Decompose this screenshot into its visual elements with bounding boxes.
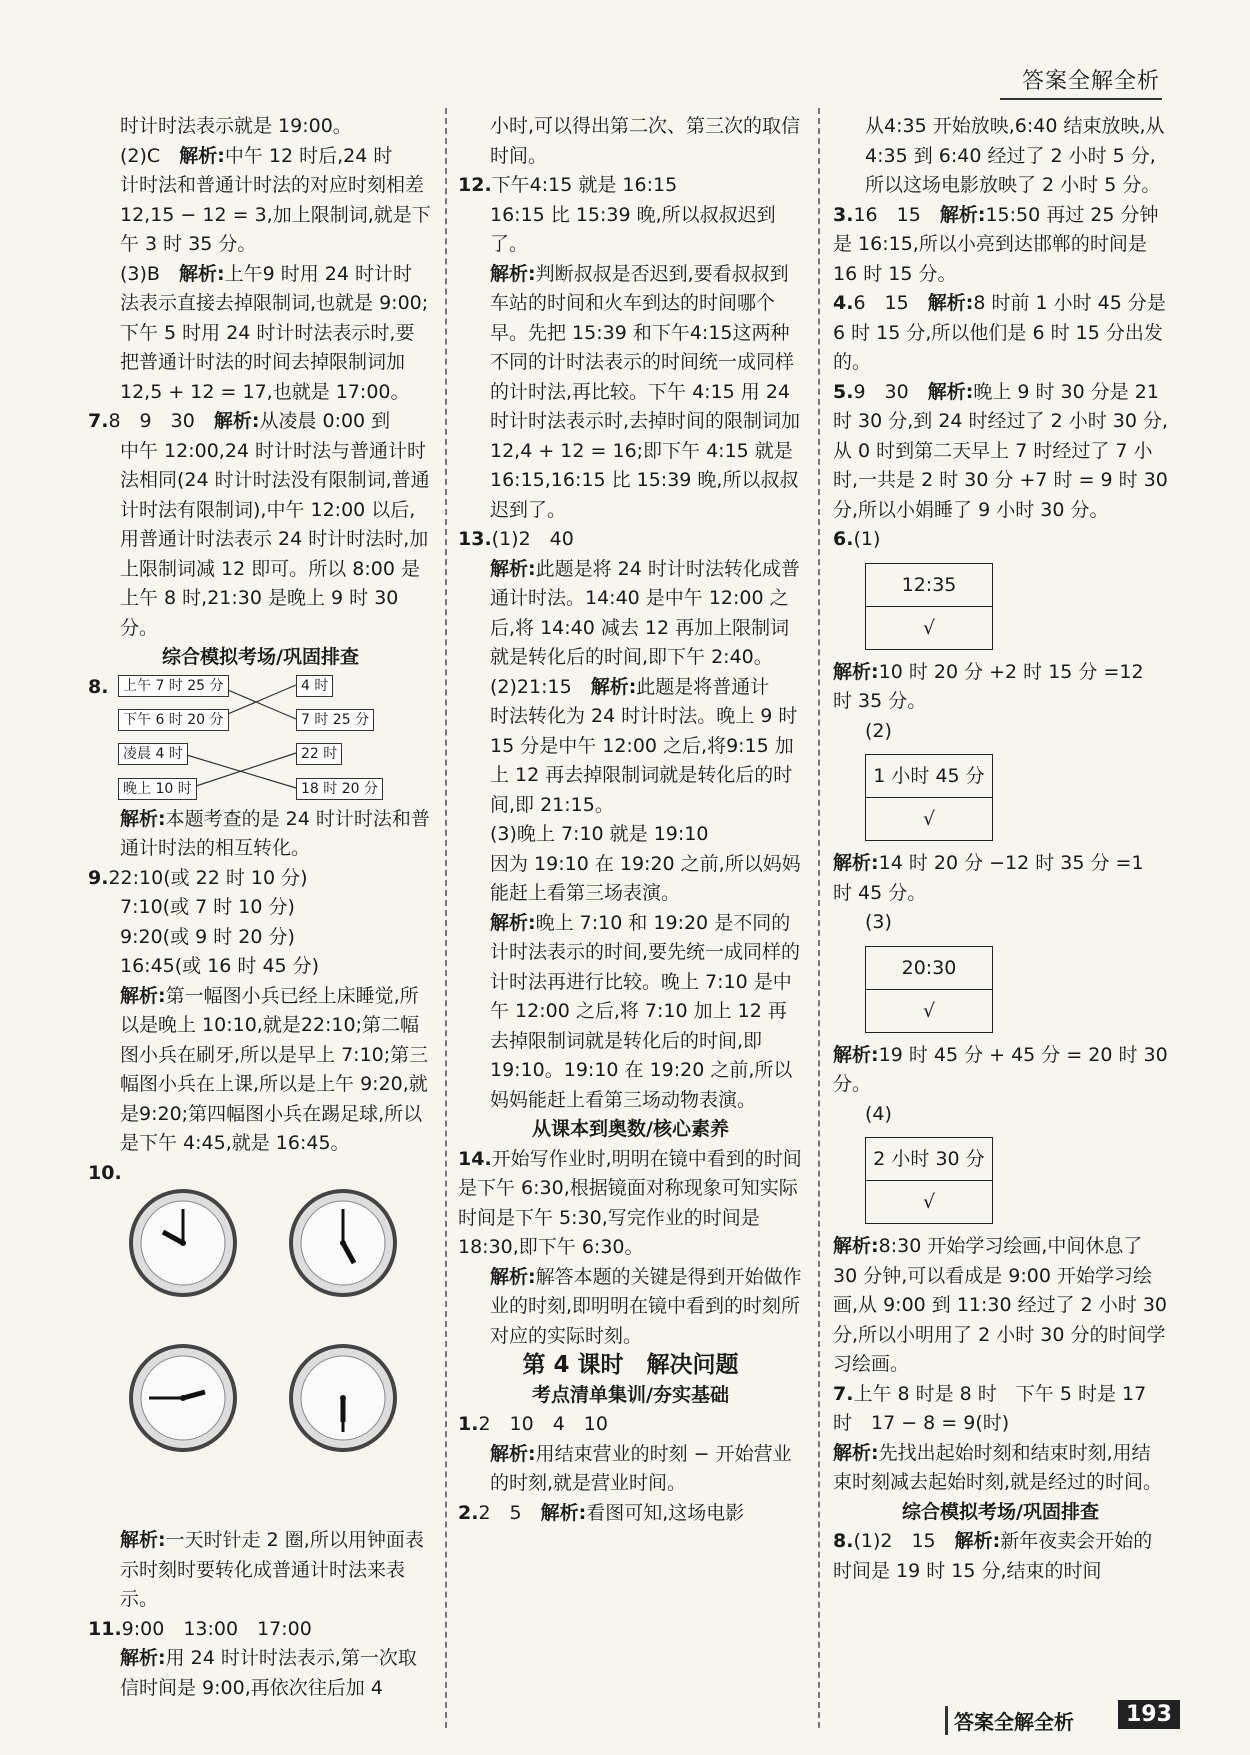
jiexi-label: 解析: bbox=[120, 1529, 166, 1551]
answer-box-value: 1 小时 45 分 bbox=[873, 765, 985, 787]
explanation: 时法转化为 24 时计时法。晚上 9 时 15 分是中午 12:00 之后,将9:15 加上 12 再去掉限制词就是转化后的时间,即 21:15。 bbox=[490, 705, 798, 816]
column-divider bbox=[818, 108, 820, 1728]
s4 bbox=[833, 289, 1168, 378]
s3 bbox=[833, 201, 1168, 290]
match-right-item: 7 时 25 分 bbox=[296, 709, 374, 731]
question-number: 8. bbox=[88, 675, 109, 698]
answer: 下午4:15 就是 16:15 bbox=[491, 174, 678, 196]
s6-4-explanation bbox=[833, 1232, 1168, 1380]
clock-icon bbox=[291, 1191, 395, 1295]
clock-icon bbox=[131, 1346, 235, 1450]
header-rule bbox=[1000, 98, 1162, 100]
jiexi-label: 解析: bbox=[833, 1441, 879, 1464]
jiexi-label: 解析: bbox=[490, 1442, 536, 1465]
explanation: 15:50 再过 25 分钟是 16:15,所以小亮到达邯郸的时间是 16 时 15 分。 bbox=[833, 203, 1159, 285]
q14 bbox=[458, 1145, 803, 1263]
answer-box-value: 12:35 bbox=[901, 573, 957, 596]
explanation: 一天时针走 2 圈,所以用钟面表示时刻时要转化成普通计时法来表示。 bbox=[120, 1529, 424, 1610]
answer: 开始写作业时,明明在镜中看到的时间是下午 6:30,根据镜面对称现象可知实际时间是下午 5:30,写完作业的时间是 18:30,即下午 6:30。 bbox=[458, 1147, 802, 1258]
s6-3-explanation bbox=[833, 1041, 1168, 1100]
s1-explanation bbox=[458, 1440, 803, 1499]
question-number: 11. bbox=[88, 1617, 122, 1640]
jiexi-label: 解析: bbox=[927, 380, 974, 403]
text-line: 时计时法表示就是 19:00。 bbox=[120, 115, 352, 137]
question-number: 12. bbox=[458, 174, 492, 196]
column-2 bbox=[458, 112, 803, 1528]
match-right-item: 4 时 bbox=[296, 675, 333, 697]
explanation: 8 时前 1 小时 45 分是 6 时 15 分,所以他们是 6 时 15 分出发的。 bbox=[833, 292, 1166, 373]
s7 bbox=[833, 1380, 1168, 1439]
explanation: 计时法和普通计时法的对应时刻相差 12,15 − 12 = 3,加上限制词,就是下午 3 时 35 分。 bbox=[120, 174, 431, 255]
check-mark: √ bbox=[866, 606, 992, 649]
jiexi-label: 解析: bbox=[833, 1043, 879, 1066]
explanation: 第一幅图小兵已经上床睡觉,所以是晚上 10:10,就是22:10;第二幅图小兵在刷牙,所以是早上 7:10;第三幅图小兵在上课,所以是上午 9:20,就是9:20;第四幅图小兵在踢足球,所以是下午 4:45,就是 16:45。 bbox=[120, 984, 429, 1154]
question-number: 9. bbox=[88, 866, 109, 889]
answer: 9:00 13:00 17:00 bbox=[121, 1617, 312, 1640]
answer-box bbox=[865, 946, 993, 1033]
q12-explanation bbox=[458, 260, 803, 526]
match-right-item: 22 时 bbox=[296, 743, 342, 765]
jiexi-label: 解析: bbox=[490, 262, 536, 285]
answer: (3)晚上 7:10 就是 19:10 bbox=[490, 823, 709, 845]
match-right-item: 18 时 20 分 bbox=[296, 778, 383, 800]
q6-2 bbox=[88, 142, 433, 172]
s5 bbox=[833, 378, 1168, 526]
question-number: 13. bbox=[458, 528, 492, 550]
q11-explanation bbox=[88, 1644, 433, 1703]
answer: (2)C bbox=[120, 144, 161, 167]
q13-3-explanation bbox=[458, 909, 803, 1116]
text-line: 小时,可以得出第二次、第三次的取信时间。 bbox=[490, 115, 801, 167]
match-left-item: 下午 6 时 20 分 bbox=[118, 709, 229, 731]
answer: 9 30 bbox=[853, 380, 909, 403]
q6-3 bbox=[88, 260, 433, 290]
jiexi-label: 解析: bbox=[833, 852, 879, 874]
explanation: 晚上 7:10 和 19:20 是不同的计时法表示的时间,要先统一成同样的计时法再进行比较。晚上 7:10 是中午 12:00 之后,将 7:10 加上 12 再去掉限制词就是转化后的时间,即 19:10。19:10 在 19:20 之前,所以妈妈能赶上看第三场动物表演。 bbox=[490, 911, 801, 1111]
section-title: 综合模拟考场/巩固排查 bbox=[902, 1500, 1099, 1523]
column-3 bbox=[833, 112, 1168, 1586]
jiexi-label: 解析: bbox=[590, 675, 637, 698]
match-left-item: 凌晨 4 时 bbox=[118, 743, 188, 765]
section-title: 考点清单集训/夯实基础 bbox=[532, 1383, 729, 1406]
answer: 22:10(或 22 时 10 分) bbox=[108, 866, 308, 889]
explanation: 19 时 45 分 + 45 分 = 20 时 30 分。 bbox=[833, 1043, 1168, 1095]
question-number: 1. bbox=[458, 1413, 479, 1435]
q13-1-explanation bbox=[458, 555, 803, 673]
page-number: 193 bbox=[1118, 1700, 1180, 1729]
explanation: 14 时 20 分 −12 时 35 分 =1 时 45 分。 bbox=[833, 852, 1144, 904]
answer: 2 10 4 10 bbox=[478, 1413, 608, 1435]
sub-label: (4) bbox=[865, 1102, 892, 1125]
q14-explanation bbox=[458, 1263, 803, 1352]
s6-1-explanation bbox=[833, 658, 1168, 717]
question-number: 10. bbox=[88, 1161, 122, 1184]
column-1 bbox=[88, 112, 433, 1703]
answer: (1)2 15 bbox=[853, 1530, 936, 1552]
question-number: 7. bbox=[88, 410, 109, 432]
match-left-item: 上午 7 时 25 分 bbox=[118, 675, 229, 697]
clock-grid bbox=[128, 1188, 433, 1526]
explanation: 用结束营业的时刻 − 开始营业的时刻,就是营业时间。 bbox=[490, 1442, 792, 1494]
q10-explanation bbox=[88, 1526, 433, 1615]
clock-icon bbox=[131, 1191, 235, 1295]
jiexi-label: 解析: bbox=[120, 1647, 166, 1669]
check-mark: √ bbox=[866, 797, 992, 840]
q11 bbox=[88, 1615, 433, 1645]
explanation: 看图可知,这场电影 bbox=[586, 1501, 745, 1524]
answer: 6 15 bbox=[853, 292, 909, 314]
column-divider bbox=[445, 108, 447, 1728]
explanation: 解答本题的关键是得到开始做作业的时刻,即明明在镜中看到的时刻所对应的实际时刻。 bbox=[490, 1265, 802, 1347]
jiexi-label: 解析: bbox=[927, 292, 974, 314]
jiexi-label: 解析: bbox=[490, 911, 536, 934]
lesson-title: 第 4 课时 解决问题 bbox=[522, 1352, 739, 1378]
footer-label: 答案全解全析 bbox=[945, 1706, 1074, 1735]
q10 bbox=[88, 1159, 433, 1189]
clock-icon bbox=[291, 1346, 395, 1450]
match-left-item: 晚上 10 时 bbox=[118, 778, 197, 800]
jiexi-label: 解析: bbox=[120, 984, 166, 1007]
s6 bbox=[833, 525, 1168, 555]
text-line: 从4:35 开始放映,6:40 结束放映,从4:35 到 6:40 经过了 2 小时 5 分,所以这场电影放映了 2 小时 5 分。 bbox=[865, 115, 1165, 196]
answer: (2)21:15 bbox=[490, 675, 572, 698]
explanation: 先找出起始时刻和结束时刻,用结束时刻减去起始时刻,就是经过的时间。 bbox=[833, 1441, 1163, 1493]
q9 bbox=[88, 864, 433, 894]
jiexi-label: 解析: bbox=[833, 1235, 879, 1257]
q12 bbox=[458, 171, 803, 201]
s2 bbox=[458, 1499, 803, 1529]
jiexi-label: 解析: bbox=[213, 410, 260, 432]
q7 bbox=[88, 407, 433, 437]
q8-explanation bbox=[88, 805, 433, 864]
jiexi-label: 解析: bbox=[178, 262, 225, 285]
answer: (3)B bbox=[120, 262, 160, 285]
explanation: 晚上 9 时 30 分是 21 时 30 分,到 24 时经过了 2 小时 30 分,从 0 时到第二天早上 7 时经过了 7 小时,一共是 2 时 30 分 +7 时 = 9 时 30 分,所以小娟睡了 9 小时 30 分。 bbox=[833, 380, 1169, 521]
answer: 2 5 bbox=[478, 1501, 522, 1524]
answer: 16 15 bbox=[853, 203, 921, 226]
explanation: 判断叔叔是否迟到,要看叔叔到车站的时间和火车到达的时间哪个早。先把 15:39 和下午4:15这两种不同的计时法表示的时间统一成同样的计时法,再比较。下午 4:15 用 24 时计时法表示时,去掉时间的限制词加 12,4 + 12 = 16;即下午 4:15 就是 16:15,16:15 比 15:39 晚,所以叔叔迟到了。 bbox=[490, 262, 801, 521]
explanation: 中午 12 时后,24 时 bbox=[224, 144, 393, 167]
check-mark: √ bbox=[866, 989, 992, 1032]
jiexi-label: 解析: bbox=[120, 807, 166, 830]
question-number: 14. bbox=[458, 1147, 492, 1170]
answer-box bbox=[865, 1137, 993, 1224]
sub-label: (2) bbox=[865, 719, 892, 742]
q9-explanation bbox=[88, 982, 433, 1159]
explanation: 新年夜卖会开始的时间是 19 时 15 分,结束的时间 bbox=[833, 1530, 1153, 1582]
s6-2-explanation bbox=[833, 849, 1168, 908]
sub-label: (1) bbox=[853, 528, 881, 550]
explanation: 本题考查的是 24 时计时法和普通计时法的相互转化。 bbox=[120, 807, 430, 859]
question-number: 2. bbox=[458, 1501, 479, 1524]
question-number: 8. bbox=[833, 1530, 854, 1552]
q13 bbox=[458, 525, 803, 555]
jiexi-label: 解析: bbox=[833, 660, 879, 683]
q13-2 bbox=[458, 673, 803, 703]
explanation: 用 24 时计时法表示,第一次取信时间是 9:00,再依次往后加 4 bbox=[120, 1647, 417, 1699]
matching-diagram bbox=[118, 673, 433, 805]
answer: 8 9 30 bbox=[108, 410, 195, 432]
section-title: 从课本到奥数/核心素养 bbox=[532, 1118, 729, 1140]
question-number: 6. bbox=[833, 528, 854, 550]
section-title: 综合模拟考场/巩固排查 bbox=[162, 646, 359, 668]
explanation: 上午9 时用 24 时计时 bbox=[224, 262, 412, 285]
jiexi-label: 解析: bbox=[939, 203, 986, 226]
answer-box bbox=[865, 754, 993, 841]
answer: 16:45(或 16 时 45 分) bbox=[120, 955, 320, 977]
s7-explanation bbox=[833, 1439, 1168, 1498]
answer: 7:10(或 7 时 10 分) bbox=[120, 896, 295, 918]
question-number: 4. bbox=[833, 292, 854, 314]
answer: (1)2 40 bbox=[491, 528, 574, 550]
header-title: 答案全解全析 bbox=[1021, 69, 1160, 94]
explanation: 中午 12:00,24 时计时法与普通计时法相同(24 时计时法没有限制词,普通计时法有限制词),中午 12:00 以后,用普通计时法表示 24 时计时法时,加上限制词减 12 即可。所以 8:00 是上午 8 时,21:30 是晚上 9 时 30 分。 bbox=[120, 439, 430, 639]
jiexi-label: 解析: bbox=[490, 1265, 536, 1288]
question-number: 5. bbox=[833, 380, 854, 403]
explanation: 从凌晨 0:00 到 bbox=[259, 410, 391, 432]
s8 bbox=[833, 1527, 1168, 1586]
answer-box-value: 20:30 bbox=[901, 956, 957, 979]
explanation: 此题是将 24 时计时法转化成普通计时法。14:40 是中午 12:00 之后,将 14:40 减去 12 再加上限制词就是转化后的时间,即下午 2:40。 bbox=[490, 557, 800, 668]
question-number: 7. bbox=[833, 1382, 854, 1405]
jiexi-label: 解析: bbox=[954, 1530, 1001, 1552]
clock-faces bbox=[128, 1188, 418, 1518]
answer: 16:15 比 15:39 晚,所以叔叔迟到了。 bbox=[490, 203, 776, 255]
explanation: 此题是将普通计 bbox=[636, 675, 770, 698]
q8 bbox=[88, 673, 433, 805]
answer-box bbox=[865, 563, 993, 650]
answer-box-value: 2 小时 30 分 bbox=[873, 1148, 985, 1170]
explanation: 10 时 20 分 +2 时 15 分 =12 时 35 分。 bbox=[833, 660, 1144, 712]
check-mark: √ bbox=[866, 1180, 992, 1223]
answer: 上午 8 时是 8 时 下午 5 时是 17 时 17 − 8 = 9(时) bbox=[833, 1382, 1147, 1434]
explanation: 8:30 开始学习绘画,中间休息了 30 分钟,可以看成是 9:00 开始学习绘画,从 9:00 到 11:30 经过了 2 小时 30 分,所以小明用了 2 小时 30 分的时间学习绘画。 bbox=[833, 1235, 1168, 1375]
jiexi-label: 解析: bbox=[490, 557, 536, 580]
sub-label: (3) bbox=[865, 911, 892, 933]
s1 bbox=[458, 1410, 803, 1440]
explanation: 法表示直接去掉限制词,也就是 9:00;下午 5 时用 24 时计时法表示时,要把普通计时法的时间去掉限制词加 12,5 + 12 = 17,也就是 17:00。 bbox=[120, 292, 429, 403]
question-number: 3. bbox=[833, 203, 854, 226]
answer: 9:20(或 9 时 20 分) bbox=[120, 925, 295, 948]
jiexi-label: 解析: bbox=[179, 144, 225, 167]
answer: 因为 19:10 在 19:20 之前,所以妈妈能赶上看第三场表演。 bbox=[490, 852, 801, 904]
jiexi-label: 解析: bbox=[540, 1501, 587, 1524]
